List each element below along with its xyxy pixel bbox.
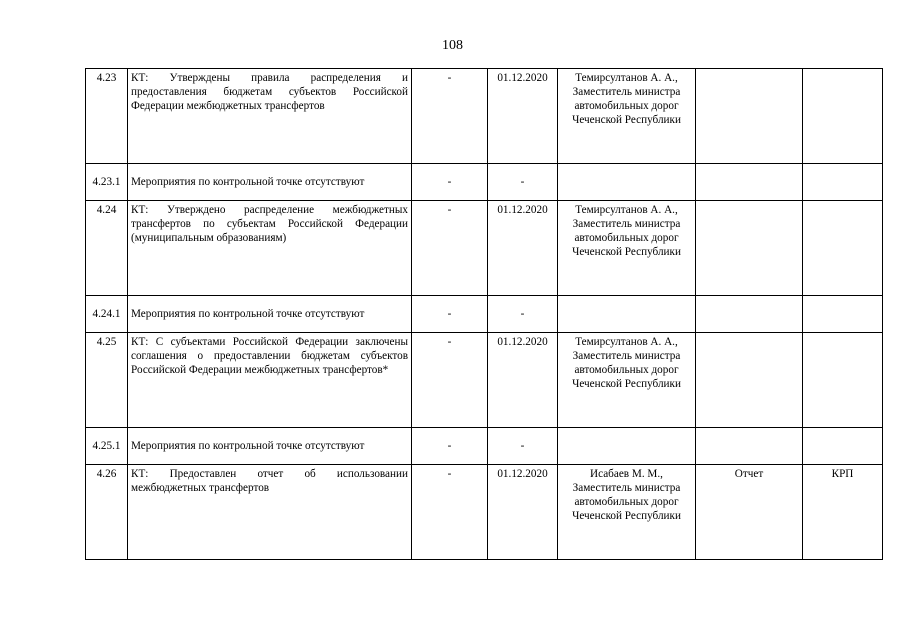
row-responsible: Темирсултанов А. А., Заместитель министра автомобильных дорог Чеченской Республики — [558, 69, 696, 164]
row-description: Мероприятия по контрольной точке отсутствуют — [128, 428, 412, 465]
page-number: 108 — [442, 38, 463, 53]
row-number: 4.23.1 — [86, 164, 128, 201]
row-info-system: КРП — [803, 465, 883, 560]
row-start-date: - — [412, 465, 488, 560]
table-row — [86, 428, 883, 465]
row-start-date: - — [412, 296, 488, 333]
table-row — [86, 296, 883, 333]
row-result — [696, 428, 803, 465]
row-number: 4.24.1 — [86, 296, 128, 333]
row-info-system — [803, 296, 883, 333]
table-row — [86, 333, 883, 428]
row-end-date: 01.12.2020 — [488, 333, 558, 428]
control-points-table — [85, 68, 883, 560]
row-description: КТ: Предоставлен отчет об использовании межбюджетных трансфертов — [128, 465, 412, 560]
row-number: 4.26 — [86, 465, 128, 560]
table-row — [86, 465, 883, 560]
table-row — [86, 164, 883, 201]
row-result — [696, 296, 803, 333]
row-responsible: Темирсултанов А. А., Заместитель министра автомобильных дорог Чеченской Республики — [558, 333, 696, 428]
row-number: 4.25.1 — [86, 428, 128, 465]
row-result — [696, 333, 803, 428]
row-number: 4.23 — [86, 69, 128, 164]
row-start-date: - — [412, 69, 488, 164]
row-info-system — [803, 164, 883, 201]
row-description: Мероприятия по контрольной точке отсутствуют — [128, 164, 412, 201]
row-number: 4.24 — [86, 201, 128, 296]
row-end-date: - — [488, 296, 558, 333]
row-description: КТ: Утверждено распределение межбюджетных трансфертов по субъектам Российской Федерации (муниципальным образованиям) — [128, 201, 412, 296]
row-start-date: - — [412, 201, 488, 296]
row-responsible — [558, 164, 696, 201]
row-description: Мероприятия по контрольной точке отсутствуют — [128, 296, 412, 333]
table-body — [86, 69, 883, 560]
row-result — [696, 201, 803, 296]
row-result: Отчет — [696, 465, 803, 560]
row-start-date: - — [412, 428, 488, 465]
row-responsible: Темирсултанов А. А., Заместитель министра автомобильных дорог Чеченской Республики — [558, 201, 696, 296]
row-responsible — [558, 296, 696, 333]
row-start-date: - — [412, 333, 488, 428]
row-result — [696, 69, 803, 164]
row-start-date: - — [412, 164, 488, 201]
row-end-date: 01.12.2020 — [488, 69, 558, 164]
row-number: 4.25 — [86, 333, 128, 428]
row-info-system — [803, 69, 883, 164]
row-responsible: Исабаев М. М., Заместитель министра автомобильных дорог Чеченской Республики — [558, 465, 696, 560]
row-info-system — [803, 201, 883, 296]
row-description: КТ: Утверждены правила распределения и предоставления бюджетам субъектов Российской Федерации межбюджетных трансфертов — [128, 69, 412, 164]
row-end-date: 01.12.2020 — [488, 465, 558, 560]
row-responsible — [558, 428, 696, 465]
table-row — [86, 69, 883, 164]
row-end-date: 01.12.2020 — [488, 201, 558, 296]
row-end-date: - — [488, 164, 558, 201]
row-result — [696, 164, 803, 201]
row-info-system — [803, 428, 883, 465]
row-info-system — [803, 333, 883, 428]
row-end-date: - — [488, 428, 558, 465]
table-row — [86, 201, 883, 296]
row-description: КТ: С субъектами Российской Федерации заключены соглашения о предоставлении бюджетам субъектов Российской Федерации межбюджетных трансфертов* — [128, 333, 412, 428]
